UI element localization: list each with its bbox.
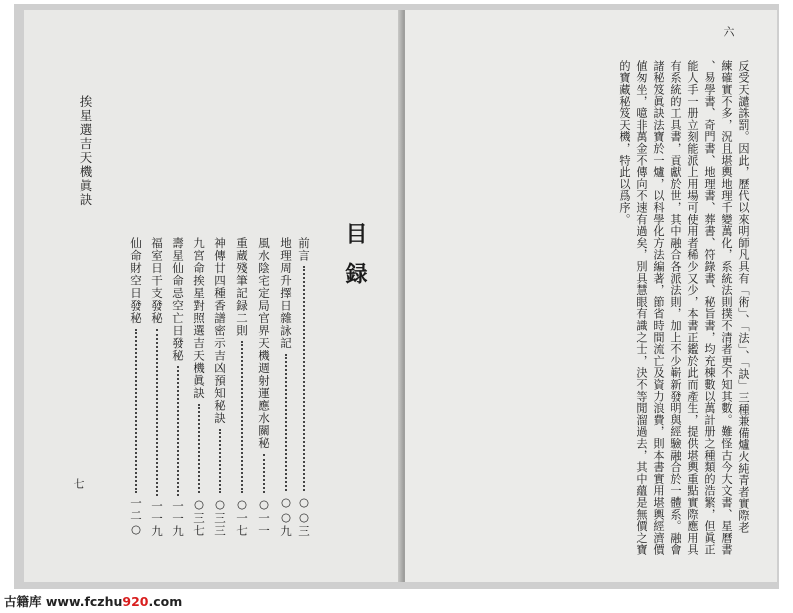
toc-item-page: 一一九 (150, 499, 164, 537)
right-page-number: 六 (722, 26, 735, 37)
toc-leader (198, 404, 200, 494)
toc-item-title: 神傳廿四種香譜密示吉凶預知秘訣 (213, 237, 227, 425)
toc-item-title: 前言 (297, 237, 311, 262)
toc-item-title: 風水陰宅定局官界天機週射運應水關秘 (257, 237, 271, 450)
toc-item-title: 壽星仙命忌空亡日發秘 (171, 237, 185, 362)
toc-item-page: ○一七 (235, 497, 249, 537)
watermark-suffix: .com (148, 594, 183, 609)
text-column: 能人手一册立刻能派上用場可使用者稀少又少，本書正鑑於此而產生，提供堪輿重點實際應用具 (686, 60, 699, 556)
toc-item-page: ○○九 (279, 494, 293, 537)
toc-item (296, 237, 312, 537)
toc-item-page: ○○三 (297, 494, 311, 537)
toc-item (149, 237, 165, 537)
toc-item-page: ○三三 (213, 497, 227, 537)
toc-item (191, 237, 207, 537)
toc-leader (241, 341, 243, 493)
toc-leader (177, 366, 179, 496)
text-column: 有系統的工具書，貢獻於世，其中融合各派法則，加上不少嶄新發明與經驗融合於一體系。融會 (669, 60, 682, 556)
toc-item-title: 地理周升擇日雜詠記 (279, 237, 293, 350)
toc-item (170, 237, 186, 537)
toc-item (278, 237, 294, 537)
toc-item (212, 237, 228, 537)
toc-heading: 目録 (342, 222, 368, 302)
toc-item-title: 九宮命挨星對照選吉天機眞訣 (192, 237, 206, 400)
toc-leader (263, 454, 265, 494)
text-column: 諸秘笈眞訣法寶於一爐，以科學化方法編著，節省時間流亡及資力浪費，則本書實用堪輿經濟價 (652, 60, 665, 556)
toc-item-page: ○一一 (257, 497, 271, 537)
toc-item (128, 237, 144, 537)
toc-item (256, 237, 272, 537)
toc-leader (285, 354, 287, 491)
toc-item-title: 仙命財空日發秘 (129, 237, 143, 325)
text-column: 練確實不多，況且堪輿地理千變萬化，系統法則撲不清者更不知其數。難怪古今大文書、星曆書 (720, 60, 733, 556)
running-title: 挨星選吉天機眞訣 (78, 95, 93, 207)
toc-leader (219, 429, 221, 494)
watermark-highlight: 920 (122, 594, 149, 609)
toc-item-page: 一一九 (171, 499, 185, 537)
text-column: 的寶藏秘笈天機，特此以爲序。 (618, 60, 631, 226)
toc-item-page: 一二○ (129, 497, 143, 537)
text-column: 、易學書、奇門書、地理書、葬書、符錄書、秘旨書，均充棟數以萬計册之種類的浩繁，但眞正 (703, 60, 716, 556)
toc-item (234, 237, 250, 537)
watermark-prefix: 古籍库 www.fczhu (4, 594, 123, 609)
toc-leader (303, 266, 305, 491)
toc-item-title: 福室日干支發秘 (150, 237, 164, 325)
toc-item-title: 重蔵殘筆記録二則 (235, 237, 249, 337)
toc-leader (135, 329, 137, 494)
toc-leader (156, 329, 158, 496)
toc-item-page: ○三七 (192, 497, 206, 537)
text-column: 値匆坐，噫非萬金不傳向不速有過矣，別具慧眼有識之士，決不等閒溜過去，其中蘊是無價之寶 (635, 60, 648, 556)
left-page-number: 七 (72, 478, 85, 489)
watermark (4, 592, 182, 610)
text-column: 反受天譴誅罰。因此，歷代以來明師凡具有「術」、「法」、「訣」三種兼備爐火純青者實際老 (737, 60, 750, 534)
